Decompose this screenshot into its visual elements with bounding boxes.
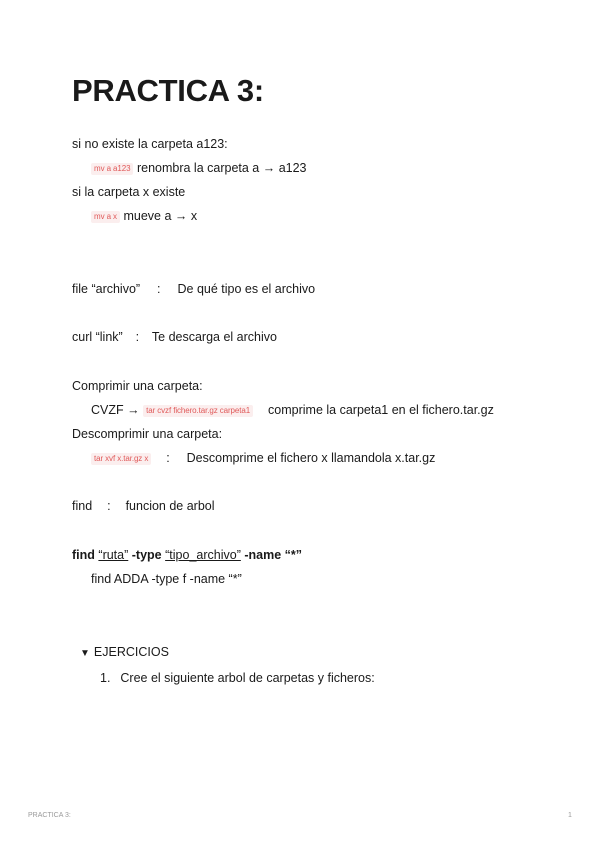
code-tar-xvf: tar xvf x.tar.gz x xyxy=(91,453,151,465)
ejercicios-label: EJERCICIOS xyxy=(93,645,169,659)
file-command-line xyxy=(72,281,315,297)
code-mv-a-x: mv a x xyxy=(91,211,120,223)
page-title: PRACTICA 3: xyxy=(72,73,264,108)
curl-command: curl “link” xyxy=(72,330,123,344)
decompress-separator: : xyxy=(166,451,170,465)
find-syntax-line xyxy=(72,547,302,563)
compress-heading: Comprimir una carpeta: xyxy=(72,379,203,393)
curl-command-line xyxy=(72,329,277,345)
ejercicios-toggle[interactable] xyxy=(80,644,169,662)
find-type-flag: -type xyxy=(131,548,162,562)
footer-page-number: 1 xyxy=(568,812,572,819)
mv-move-desc: mueve a → x xyxy=(123,209,198,223)
compress-prefix: CVZF → xyxy=(91,403,140,417)
compress-description: comprime la carpeta1 en el fichero.tar.gz xyxy=(268,403,494,417)
curl-separator: : xyxy=(135,330,140,344)
list-item xyxy=(100,670,375,686)
find-description: funcion de arbol xyxy=(125,499,215,513)
mv-rename-desc: renombra la carpeta a → a123 xyxy=(136,161,307,175)
compress-line xyxy=(91,402,494,418)
find-command: find xyxy=(72,499,93,513)
find-pattern: “*” xyxy=(284,548,303,562)
find-name-flag: -name xyxy=(244,548,282,562)
list-item-text: Cree el siguiente arbol de carpetas y ficheros: xyxy=(120,671,375,685)
find-tipo-arg: “tipo_archivo” xyxy=(165,548,241,562)
decompress-heading: Descomprimir una carpeta: xyxy=(72,427,223,441)
code-tar-cvzf: tar cvzf fichero.tar.gz carpeta1 xyxy=(143,405,253,417)
find-ruta-arg: “ruta” xyxy=(98,548,129,562)
mv-condition-1: si no existe la carpeta a123: xyxy=(72,137,228,151)
list-item-number: 1. xyxy=(100,671,111,685)
decompress-line xyxy=(91,450,435,466)
triangle-down-icon[interactable]: ▼ xyxy=(80,648,90,659)
find-command-line xyxy=(72,498,215,514)
code-mv-a-a123: mv a a123 xyxy=(91,163,133,175)
file-separator: : xyxy=(157,282,161,296)
file-command: file “archivo” xyxy=(72,282,141,296)
curl-description: Te descarga el archivo xyxy=(151,330,277,344)
find-example: find ADDA -type f -name “*” xyxy=(91,572,242,586)
find-keyword: find xyxy=(72,548,95,562)
footer-title: PRACTICA 3: xyxy=(28,812,71,819)
file-description: De qué tipo es el archivo xyxy=(177,282,316,296)
mv-move-line xyxy=(91,208,197,224)
mv-condition-2: si la carpeta x existe xyxy=(72,185,186,199)
decompress-description: Descomprime el fichero x llamandola x.tar.gz xyxy=(186,451,436,465)
find-separator: : xyxy=(107,499,111,513)
mv-rename-line xyxy=(91,160,307,176)
